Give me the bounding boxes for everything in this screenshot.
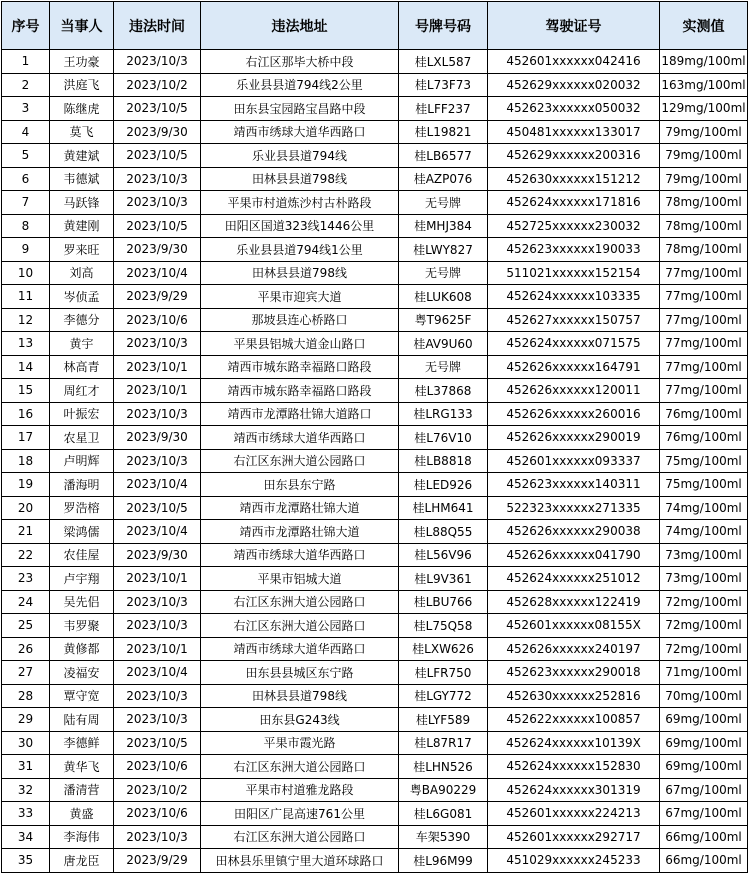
party-cell: 黄修都 — [50, 637, 114, 661]
party-cell: 梁鸿儒 — [50, 520, 114, 544]
party-cell: 唐龙臣 — [50, 849, 114, 873]
time-cell: 2023/9/30 — [114, 426, 201, 450]
table-row — [2, 332, 748, 356]
plate-cell: 桂LHM641 — [399, 496, 488, 520]
table-row — [2, 144, 748, 168]
plate-cell: 桂L76V10 — [399, 426, 488, 450]
party-cell: 罗来旺 — [50, 238, 114, 262]
value-cell: 163mg/100ml — [660, 73, 748, 97]
address-cell: 田阳区广昆高速761公里 — [201, 802, 399, 826]
value-cell: 77mg/100ml — [660, 332, 748, 356]
plate-cell: 桂MHJ384 — [399, 214, 488, 238]
value-cell: 76mg/100ml — [660, 402, 748, 426]
party-cell: 韦德斌 — [50, 167, 114, 191]
table-row — [2, 191, 748, 215]
time-cell: 2023/10/2 — [114, 73, 201, 97]
address-cell: 靖西市龙潭路壮锦大道 — [201, 496, 399, 520]
time-cell: 2023/9/29 — [114, 285, 201, 309]
value-cell: 77mg/100ml — [660, 261, 748, 285]
party-cell: 黄盛 — [50, 802, 114, 826]
license-cell: 511021xxxxxx152154 — [488, 261, 660, 285]
plate-cell: 桂L37868 — [399, 379, 488, 403]
plate-cell: 桂L75Q58 — [399, 614, 488, 638]
index-cell: 5 — [2, 144, 50, 168]
time-cell: 2023/10/4 — [114, 473, 201, 497]
table-row — [2, 120, 748, 144]
license-cell: 452624xxxxxx251012 — [488, 567, 660, 591]
column-header-violation-address: 违法地址 — [201, 2, 399, 50]
table-row — [2, 755, 748, 779]
index-cell: 31 — [2, 755, 50, 779]
license-cell: 452626xxxxxx240197 — [488, 637, 660, 661]
plate-cell: 无号牌 — [399, 261, 488, 285]
value-cell: 77mg/100ml — [660, 355, 748, 379]
time-cell: 2023/10/3 — [114, 167, 201, 191]
index-cell: 30 — [2, 731, 50, 755]
table-row — [2, 802, 748, 826]
value-cell: 69mg/100ml — [660, 731, 748, 755]
plate-cell: 桂LYF589 — [399, 708, 488, 732]
index-cell: 14 — [2, 355, 50, 379]
license-cell: 452626xxxxxx120011 — [488, 379, 660, 403]
table-row — [2, 402, 748, 426]
plate-cell: 桂L87R17 — [399, 731, 488, 755]
time-cell: 2023/10/3 — [114, 590, 201, 614]
table-row — [2, 50, 748, 74]
value-cell: 66mg/100ml — [660, 849, 748, 873]
value-cell: 75mg/100ml — [660, 449, 748, 473]
plate-cell: 桂LED926 — [399, 473, 488, 497]
index-cell: 16 — [2, 402, 50, 426]
value-cell: 74mg/100ml — [660, 496, 748, 520]
value-cell: 67mg/100ml — [660, 778, 748, 802]
license-cell: 452628xxxxxx122419 — [488, 590, 660, 614]
value-cell: 78mg/100ml — [660, 191, 748, 215]
time-cell: 2023/10/4 — [114, 520, 201, 544]
plate-cell: 桂L6G081 — [399, 802, 488, 826]
time-cell: 2023/10/5 — [114, 97, 201, 121]
table-row — [2, 285, 748, 309]
violations-table — [1, 1, 748, 873]
table-row — [2, 849, 748, 873]
plate-cell: 桂L96M99 — [399, 849, 488, 873]
table-row — [2, 379, 748, 403]
time-cell: 2023/10/6 — [114, 802, 201, 826]
index-cell: 12 — [2, 308, 50, 332]
address-cell: 靖西市龙潭路壮锦大道 — [201, 520, 399, 544]
index-cell: 4 — [2, 120, 50, 144]
time-cell: 2023/10/4 — [114, 261, 201, 285]
address-cell: 靖西市城东路幸福路口路段 — [201, 379, 399, 403]
time-cell: 2023/10/5 — [114, 144, 201, 168]
time-cell: 2023/10/1 — [114, 379, 201, 403]
plate-cell: 桂L19821 — [399, 120, 488, 144]
table-row — [2, 496, 748, 520]
license-cell: 452626xxxxxx290038 — [488, 520, 660, 544]
license-cell: 452629xxxxxx020032 — [488, 73, 660, 97]
header-row — [2, 2, 748, 50]
license-cell: 452626xxxxxx041790 — [488, 543, 660, 567]
party-cell: 吴先侣 — [50, 590, 114, 614]
plate-cell: 桂LGY772 — [399, 684, 488, 708]
value-cell: 69mg/100ml — [660, 755, 748, 779]
index-cell: 28 — [2, 684, 50, 708]
address-cell: 田东县县城区东宁路 — [201, 661, 399, 685]
license-cell: 452624xxxxxx171816 — [488, 191, 660, 215]
value-cell: 73mg/100ml — [660, 567, 748, 591]
address-cell: 田林县县道798线 — [201, 261, 399, 285]
value-cell: 75mg/100ml — [660, 473, 748, 497]
address-cell: 靖西市绣球大道华西路口 — [201, 637, 399, 661]
party-cell: 凌福安 — [50, 661, 114, 685]
table-row — [2, 614, 748, 638]
table-row — [2, 214, 748, 238]
time-cell: 2023/10/3 — [114, 614, 201, 638]
address-cell: 右江区东洲大道公园路口 — [201, 755, 399, 779]
address-cell: 靖西市绣球大道华西路口 — [201, 120, 399, 144]
party-cell: 农星卫 — [50, 426, 114, 450]
plate-cell: 桂LHN526 — [399, 755, 488, 779]
value-cell: 77mg/100ml — [660, 285, 748, 309]
value-cell: 67mg/100ml — [660, 802, 748, 826]
value-cell: 71mg/100ml — [660, 661, 748, 685]
license-cell: 452601xxxxxx224213 — [488, 802, 660, 826]
index-cell: 8 — [2, 214, 50, 238]
party-cell: 韦罗聚 — [50, 614, 114, 638]
plate-cell: 无号牌 — [399, 191, 488, 215]
party-cell: 洪庭飞 — [50, 73, 114, 97]
party-cell: 黄建刚 — [50, 214, 114, 238]
time-cell: 2023/10/1 — [114, 567, 201, 591]
license-cell: 452627xxxxxx150757 — [488, 308, 660, 332]
table-row — [2, 449, 748, 473]
column-header-plate-number: 号牌号码 — [399, 2, 488, 50]
time-cell: 2023/10/6 — [114, 755, 201, 779]
time-cell: 2023/9/29 — [114, 849, 201, 873]
table-row — [2, 355, 748, 379]
column-header-party: 当事人 — [50, 2, 114, 50]
table-body — [2, 50, 748, 873]
plate-cell: 车架5390 — [399, 825, 488, 849]
party-cell: 李德分 — [50, 308, 114, 332]
address-cell: 田东县宝园路宝昌路中段 — [201, 97, 399, 121]
address-cell: 平果市铝城大道 — [201, 567, 399, 591]
party-cell: 马跃锋 — [50, 191, 114, 215]
index-cell: 32 — [2, 778, 50, 802]
license-cell: 452630xxxxxx252816 — [488, 684, 660, 708]
address-cell: 那坡县连心桥路口 — [201, 308, 399, 332]
license-cell: 452629xxxxxx200316 — [488, 144, 660, 168]
party-cell: 黄宇 — [50, 332, 114, 356]
index-cell: 25 — [2, 614, 50, 638]
address-cell: 平果县铝城大道金山路口 — [201, 332, 399, 356]
plate-cell: 无号牌 — [399, 355, 488, 379]
address-cell: 右江区东洲大道公园路口 — [201, 449, 399, 473]
table-row — [2, 731, 748, 755]
address-cell: 乐业县县道794线2公里 — [201, 73, 399, 97]
license-cell: 452601xxxxxx042416 — [488, 50, 660, 74]
index-cell: 29 — [2, 708, 50, 732]
table-row — [2, 543, 748, 567]
value-cell: 129mg/100ml — [660, 97, 748, 121]
table-row — [2, 261, 748, 285]
index-cell: 7 — [2, 191, 50, 215]
address-cell: 靖西市绣球大道华西路口 — [201, 543, 399, 567]
index-cell: 22 — [2, 543, 50, 567]
address-cell: 右江区东洲大道公园路口 — [201, 590, 399, 614]
value-cell: 72mg/100ml — [660, 590, 748, 614]
license-cell: 452624xxxxxx152830 — [488, 755, 660, 779]
index-cell: 23 — [2, 567, 50, 591]
table-row — [2, 426, 748, 450]
party-cell: 李海伟 — [50, 825, 114, 849]
license-cell: 452622xxxxxx100857 — [488, 708, 660, 732]
plate-cell: 桂LWY827 — [399, 238, 488, 262]
index-cell: 13 — [2, 332, 50, 356]
license-cell: 452725xxxxxx230032 — [488, 214, 660, 238]
party-cell: 潘清营 — [50, 778, 114, 802]
plate-cell: 桂LXL587 — [399, 50, 488, 74]
time-cell: 2023/10/4 — [114, 661, 201, 685]
table-row — [2, 590, 748, 614]
time-cell: 2023/10/5 — [114, 731, 201, 755]
party-cell: 罗浩榕 — [50, 496, 114, 520]
value-cell: 79mg/100ml — [660, 167, 748, 191]
address-cell: 田林县县道798线 — [201, 684, 399, 708]
index-cell: 3 — [2, 97, 50, 121]
plate-cell: 桂AZP076 — [399, 167, 488, 191]
table-row — [2, 825, 748, 849]
license-cell: 452626xxxxxx290019 — [488, 426, 660, 450]
plate-cell: 桂L9V361 — [399, 567, 488, 591]
time-cell: 2023/10/5 — [114, 496, 201, 520]
index-cell: 2 — [2, 73, 50, 97]
table-row — [2, 637, 748, 661]
plate-cell: 桂LB8818 — [399, 449, 488, 473]
table-row — [2, 97, 748, 121]
time-cell: 2023/10/3 — [114, 332, 201, 356]
time-cell: 2023/10/3 — [114, 449, 201, 473]
index-cell: 18 — [2, 449, 50, 473]
address-cell: 靖西市绣球大道华西路口 — [201, 426, 399, 450]
table-row — [2, 73, 748, 97]
index-cell: 11 — [2, 285, 50, 309]
address-cell: 田东县东宁路 — [201, 473, 399, 497]
index-cell: 24 — [2, 590, 50, 614]
address-cell: 右江区那毕大桥中段 — [201, 50, 399, 74]
value-cell: 73mg/100ml — [660, 543, 748, 567]
party-cell: 王功豪 — [50, 50, 114, 74]
index-cell: 17 — [2, 426, 50, 450]
table-row — [2, 661, 748, 685]
time-cell: 2023/9/30 — [114, 120, 201, 144]
party-cell: 卢明辉 — [50, 449, 114, 473]
plate-cell: 桂AV9U60 — [399, 332, 488, 356]
table-row — [2, 708, 748, 732]
plate-cell: 粤BA90229 — [399, 778, 488, 802]
value-cell: 66mg/100ml — [660, 825, 748, 849]
plate-cell: 桂LBU766 — [399, 590, 488, 614]
index-cell: 33 — [2, 802, 50, 826]
plate-cell: 桂LUK608 — [399, 285, 488, 309]
time-cell: 2023/10/5 — [114, 214, 201, 238]
license-cell: 452624xxxxxx071575 — [488, 332, 660, 356]
party-cell: 林高青 — [50, 355, 114, 379]
time-cell: 2023/10/2 — [114, 778, 201, 802]
address-cell: 平果市迎宾大道 — [201, 285, 399, 309]
value-cell: 77mg/100ml — [660, 379, 748, 403]
license-cell: 452624xxxxxx103335 — [488, 285, 660, 309]
license-cell: 452623xxxxxx290018 — [488, 661, 660, 685]
plate-cell: 粤T9625F — [399, 308, 488, 332]
party-cell: 刘高 — [50, 261, 114, 285]
index-cell: 1 — [2, 50, 50, 74]
index-cell: 19 — [2, 473, 50, 497]
column-header-license-number: 驾驶证号 — [488, 2, 660, 50]
column-header-measured-value: 实测值 — [660, 2, 748, 50]
party-cell: 卢宇翔 — [50, 567, 114, 591]
address-cell: 平果市村道雅龙路段 — [201, 778, 399, 802]
plate-cell: 桂L56V96 — [399, 543, 488, 567]
address-cell: 田阳区国道323线1446公里 — [201, 214, 399, 238]
value-cell: 69mg/100ml — [660, 708, 748, 732]
value-cell: 72mg/100ml — [660, 614, 748, 638]
table-row — [2, 473, 748, 497]
value-cell: 74mg/100ml — [660, 520, 748, 544]
index-cell: 10 — [2, 261, 50, 285]
index-cell: 27 — [2, 661, 50, 685]
value-cell: 79mg/100ml — [660, 120, 748, 144]
party-cell: 岑侦孟 — [50, 285, 114, 309]
time-cell: 2023/10/6 — [114, 308, 201, 332]
time-cell: 2023/10/3 — [114, 825, 201, 849]
party-cell: 李德鲜 — [50, 731, 114, 755]
plate-cell: 桂LXW626 — [399, 637, 488, 661]
party-cell: 黄建斌 — [50, 144, 114, 168]
table-row — [2, 308, 748, 332]
index-cell: 21 — [2, 520, 50, 544]
index-cell: 26 — [2, 637, 50, 661]
party-cell: 陆有周 — [50, 708, 114, 732]
index-cell: 9 — [2, 238, 50, 262]
address-cell: 右江区东洲大道公园路口 — [201, 825, 399, 849]
table-row — [2, 167, 748, 191]
license-cell: 522323xxxxxx271335 — [488, 496, 660, 520]
time-cell: 2023/10/1 — [114, 355, 201, 379]
plate-cell: 桂LFR750 — [399, 661, 488, 685]
value-cell: 78mg/100ml — [660, 214, 748, 238]
party-cell: 陈继虎 — [50, 97, 114, 121]
license-cell: 452623xxxxxx190033 — [488, 238, 660, 262]
party-cell: 覃守宽 — [50, 684, 114, 708]
license-cell: 452601xxxxxx08155X — [488, 614, 660, 638]
address-cell: 乐业县县道794线1公里 — [201, 238, 399, 262]
address-cell: 田林县县道798线 — [201, 167, 399, 191]
address-cell: 田东县G243线 — [201, 708, 399, 732]
index-cell: 6 — [2, 167, 50, 191]
plate-cell: 桂LB6577 — [399, 144, 488, 168]
value-cell: 78mg/100ml — [660, 238, 748, 262]
party-cell: 周红才 — [50, 379, 114, 403]
index-cell: 35 — [2, 849, 50, 873]
party-cell: 莫飞 — [50, 120, 114, 144]
address-cell: 田林县乐里镇宁里大道环球路口 — [201, 849, 399, 873]
party-cell: 叶振宏 — [50, 402, 114, 426]
column-header-violation-time: 违法时间 — [114, 2, 201, 50]
value-cell: 70mg/100ml — [660, 684, 748, 708]
plate-cell: 桂L88Q55 — [399, 520, 488, 544]
value-cell: 79mg/100ml — [660, 144, 748, 168]
value-cell: 189mg/100ml — [660, 50, 748, 74]
plate-cell: 桂LFF237 — [399, 97, 488, 121]
table-row — [2, 684, 748, 708]
table-row — [2, 238, 748, 262]
time-cell: 2023/10/3 — [114, 50, 201, 74]
time-cell: 2023/9/30 — [114, 543, 201, 567]
party-cell: 农佳屋 — [50, 543, 114, 567]
time-cell: 2023/10/1 — [114, 637, 201, 661]
time-cell: 2023/10/3 — [114, 708, 201, 732]
value-cell: 76mg/100ml — [660, 426, 748, 450]
license-cell: 450481xxxxxx133017 — [488, 120, 660, 144]
license-cell: 452601xxxxxx093337 — [488, 449, 660, 473]
license-cell: 452624xxxxxx10139X — [488, 731, 660, 755]
address-cell: 平果市村道炼沙村古朴路段 — [201, 191, 399, 215]
table-row — [2, 567, 748, 591]
time-cell: 2023/10/3 — [114, 684, 201, 708]
license-cell: 452601xxxxxx292717 — [488, 825, 660, 849]
license-cell: 452630xxxxxx151212 — [488, 167, 660, 191]
license-cell: 452624xxxxxx301319 — [488, 778, 660, 802]
time-cell: 2023/10/3 — [114, 402, 201, 426]
plate-cell: 桂LRG133 — [399, 402, 488, 426]
plate-cell: 桂L73F73 — [399, 73, 488, 97]
time-cell: 2023/9/30 — [114, 238, 201, 262]
address-cell: 靖西市城东路幸福路口路段 — [201, 355, 399, 379]
party-cell: 黄华飞 — [50, 755, 114, 779]
address-cell: 平果市霞光路 — [201, 731, 399, 755]
address-cell: 乐业县县道794线 — [201, 144, 399, 168]
table-row — [2, 778, 748, 802]
index-cell: 20 — [2, 496, 50, 520]
index-cell: 34 — [2, 825, 50, 849]
license-cell: 451029xxxxxx245233 — [488, 849, 660, 873]
address-cell: 靖西市龙潭路壮锦大道路口 — [201, 402, 399, 426]
party-cell: 潘海明 — [50, 473, 114, 497]
license-cell: 452623xxxxxx140311 — [488, 473, 660, 497]
address-cell: 右江区东洲大道公园路口 — [201, 614, 399, 638]
column-header-index: 序号 — [2, 2, 50, 50]
license-cell: 452626xxxxxx164791 — [488, 355, 660, 379]
table-row — [2, 520, 748, 544]
index-cell: 15 — [2, 379, 50, 403]
time-cell: 2023/10/3 — [114, 191, 201, 215]
value-cell: 77mg/100ml — [660, 308, 748, 332]
license-cell: 452623xxxxxx050032 — [488, 97, 660, 121]
value-cell: 72mg/100ml — [660, 637, 748, 661]
license-cell: 452626xxxxxx260016 — [488, 402, 660, 426]
